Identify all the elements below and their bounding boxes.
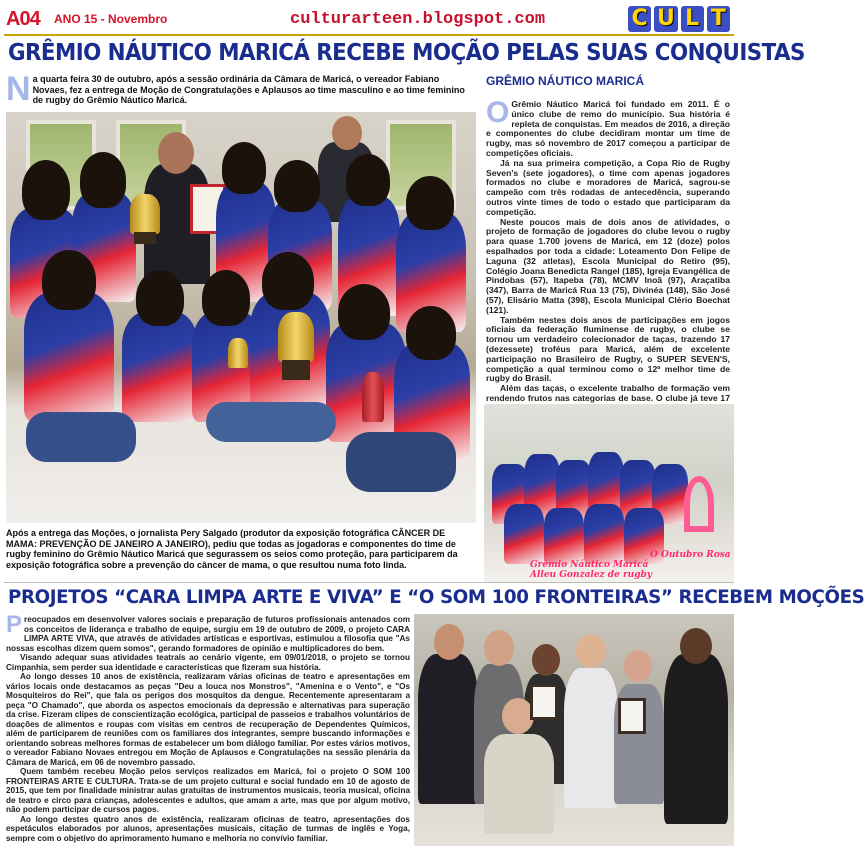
trophy-base	[282, 360, 310, 380]
player-hair	[80, 152, 126, 208]
player-hair	[262, 252, 314, 310]
awards-photo	[414, 614, 734, 846]
person-head	[434, 624, 464, 660]
photo-caption: Após a entrega das Moções, o jornalista Pery Salgado (produtor da exposição fotográfica CÂNCER DE MAMA: PREVENÇÃO DE JANEIRO A JANEIRO), pediu que todas as jogadoras e componentes do time de rugby feminino do Grêmio Náutico Maricá que segurassem os seios como proteção, para participarem da exposição fotográfica sobre a prevenção do câncer de mama, o que resultou numa foto linda.	[6, 528, 458, 570]
player-hair	[202, 270, 250, 326]
photo-signature: Grêmio Náutico Maricá Alleu Gonzalez de rugby	[530, 560, 653, 580]
dropcap: P	[6, 611, 23, 638]
player-hair	[136, 270, 184, 326]
article2-text	[6, 611, 410, 843]
man-head	[158, 132, 194, 174]
sidebar-paragraph: Também nestes dois anos de participações em jogos oficiais da federação fluminense de rugby, o clube se tornou um verdadeiro colecionador de taças, trazendo 17 (dezessete) troféus para Maricá, além de excelente participação no Brasileiro de Rugby, o SUPER SEVEN'S, competição a qual terminou como o 12º melhor time de rugby do Brasil.	[486, 314, 730, 384]
sidebar-paragraph	[486, 96, 730, 159]
article2-paragraph: Quem também recebeu Moção pelos serviços realizados em Maricá, foi o projeto O SOM 100 FRONTEIRAS ARTE E CULTURA. Trata-se de um projeto cultural e social fundado em 10 de agosto de 2015, que tem por finalidade ministrar aulas gratuitas de instrumentos musicais, teoria musical, oficina de teatro e circo para crianças, adolescentes e adultos, que amam a arte, mas que por algum motivo, não podem participar de cursos pagos.	[6, 767, 410, 814]
cult-logo	[628, 6, 730, 32]
player-hair	[406, 306, 456, 360]
player-hair	[346, 154, 390, 206]
page-number: A04	[6, 8, 40, 30]
person-head	[680, 628, 712, 664]
section-divider	[4, 582, 734, 583]
certificate	[530, 684, 558, 720]
logo-letter: L	[681, 6, 704, 32]
dropcap: N	[6, 70, 31, 108]
article2-paragraph: Visando adequar suas atividades teatrais ao cenário vigente, em 09/01/2018, o projeto se tornou Cimpanhia, sem perder sua identidade e características que fizeram sua história.	[6, 653, 410, 672]
team-photo	[6, 112, 476, 523]
trophy-base	[134, 232, 156, 244]
person	[664, 654, 728, 824]
trophy	[130, 194, 160, 234]
person-head	[576, 634, 606, 668]
person-head	[624, 650, 652, 682]
blog-url[interactable]: culturarteen.blogspot.com	[290, 10, 546, 29]
player-hair	[42, 250, 96, 310]
paragraph-text: Grêmio Náutico Maricá foi fundado em 2011. É o único clube de remo do município. Sua história é repleta de conquistas. Em meados de 2016, a direção e componentes do clube decidiram montar um time de rugby, mas só novembro de 2017 começou a participar de competições oficiais.	[486, 99, 730, 158]
logo-letter: C	[628, 6, 651, 32]
sidebar-paragraph: Já na sua primeira competição, a Copa Rio de Rugby Seven's (sete jogadores), o time com apenas jogadores formados no clube e moradores de Maricá, sagrou-se campeão com três rodadas de antecedência, superando outros vinte times de todo o estado que participaram da competição.	[486, 157, 730, 217]
player	[122, 312, 198, 422]
player	[544, 508, 584, 564]
sidebar-text	[486, 96, 730, 433]
player-hair	[274, 160, 320, 212]
sidebar-paragraph: Além das taças, o excelente trabalho de formação vem rendendo frutos nas categorias de base. O clube já teve 17	[486, 383, 730, 403]
edition-label: ANO 15 - Novembro	[54, 12, 168, 26]
person-head	[532, 644, 560, 676]
article1-intro	[6, 70, 476, 108]
intro-text: a quarta feira 30 de outubro, após a sessão ordinária da Câmara de Maricá, o vereador Fabiano Novaes, fez a entrega de Moção de Congratulações e Aplausos ao time masculino e ao time feminino de rugby do Grêmio Náutico Maricá.	[32, 74, 465, 105]
pink-ribbon-icon	[684, 476, 714, 532]
certificate	[618, 698, 646, 734]
logo-letter: U	[654, 6, 677, 32]
article2-paragraph	[6, 611, 410, 653]
player-hair	[338, 284, 390, 340]
sidebar-paragraph: Neste poucos mais de dois anos de atividades, o projeto de formação de jogadores do clube levou o rugby para quase 1.700 jovens de Maricá, em 12 (doze) polos espalhados por toda a cidade: Loteamento Don Felipe de Laguna (32 atletas), Escola Municipal do Retiro (95), Colégio Joana Benedicta Rangel (185), Igreja Evangélica de Pindobas (57), Itapeba (78), MCMV Inoã (97), Araçatiba (347), Barra de Maricá Rua 13 (75), Divinéa (148), São José (57), Elisário Matta (398), Escola Municipal Clério Boechat (121).	[486, 216, 730, 315]
trophy	[278, 312, 314, 362]
trophy	[362, 372, 384, 422]
person	[564, 668, 618, 808]
person	[484, 734, 554, 834]
player	[504, 504, 544, 564]
logo-letter: T	[707, 6, 730, 32]
player-hair	[222, 142, 266, 194]
dropcap: O	[486, 96, 510, 129]
sidebar-title: GRÊMIO NÁUTICO MARICÁ	[486, 74, 644, 88]
man-head	[332, 116, 362, 150]
paragraph-text: reocupados em desenvolver valores sociais e preparação de futuros profissionais antenados com os conceitos de liderança e trabalho de equipe, surgiu em 19 de outubro de 2009, o projeto CARA LIMPA ARTE VIVA, que através de atividades artísticas e esportivas, estimulou a filosofia que "As nossas escolhas dizem quem somos", gerando formadores de opinião e multiplicadores do bem.	[6, 615, 410, 653]
article2-headline: PROJETOS “CARA LIMPA ARTE E VIVA” E “O SOM 100 FRONTEIRAS” RECEBEM MOÇÕES	[8, 586, 864, 608]
legs	[346, 432, 456, 492]
header-divider	[4, 34, 734, 36]
player-hair	[406, 176, 454, 230]
legs	[206, 402, 336, 442]
person-head	[484, 630, 514, 666]
article2-paragraph: Ao longo destes quatro anos de existência, realizaram oficinas de teatro, apresentações dos espetáculos elaborados por alunos, apresentações musicais, citação de turmas de inglês e Yoga, sempre com o objetivo do aprimoramento humano e melhoria no convívio familiar.	[6, 814, 410, 843]
person	[418, 654, 478, 804]
player-hair	[22, 160, 70, 220]
legs	[26, 412, 136, 462]
photo-mark: O Outubro Rosa	[650, 550, 731, 560]
player	[584, 504, 624, 564]
player	[24, 292, 114, 422]
trophy	[228, 338, 248, 368]
article2-paragraph: Ao longo desses 10 anos de existência, realizaram várias oficinas de teatro e apresentações em vários locais onde destacamos as peças "Deu a louca nos Monstros", "Amenina e o Vento", e "Os Mosquiteiros do Rei", que fala os perigos dos mosquitos da dengue. Recentemente apresentaram a peça "O Chamado", que aborda os aspectos emocionais da depressão e alternativas para superação da crise. Fizeram clipes de conscientização ecológica, participal de passeios e trabalhos voluntários de doações de alimentos e roupas com visitas em centros de recuperação de Dependentes Químicos, além de participarem de reuniões com os familiares dos integrantes, sempre buscando informações e orientando sobreas melhores formas de estabelecer um bom diálogo familiar. Por estes vários motivos, o vereador Fabiano Novaes entregou em Moção de Aplausos e Congratulações na sessão plenária da Câmara de Maricá, em 06 de novembro passado.	[6, 672, 410, 767]
article1-headline: GRÊMIO NÁUTICO MARICÁ RECEBE MOÇÃO PELAS SUAS CONQUISTAS	[8, 40, 805, 66]
